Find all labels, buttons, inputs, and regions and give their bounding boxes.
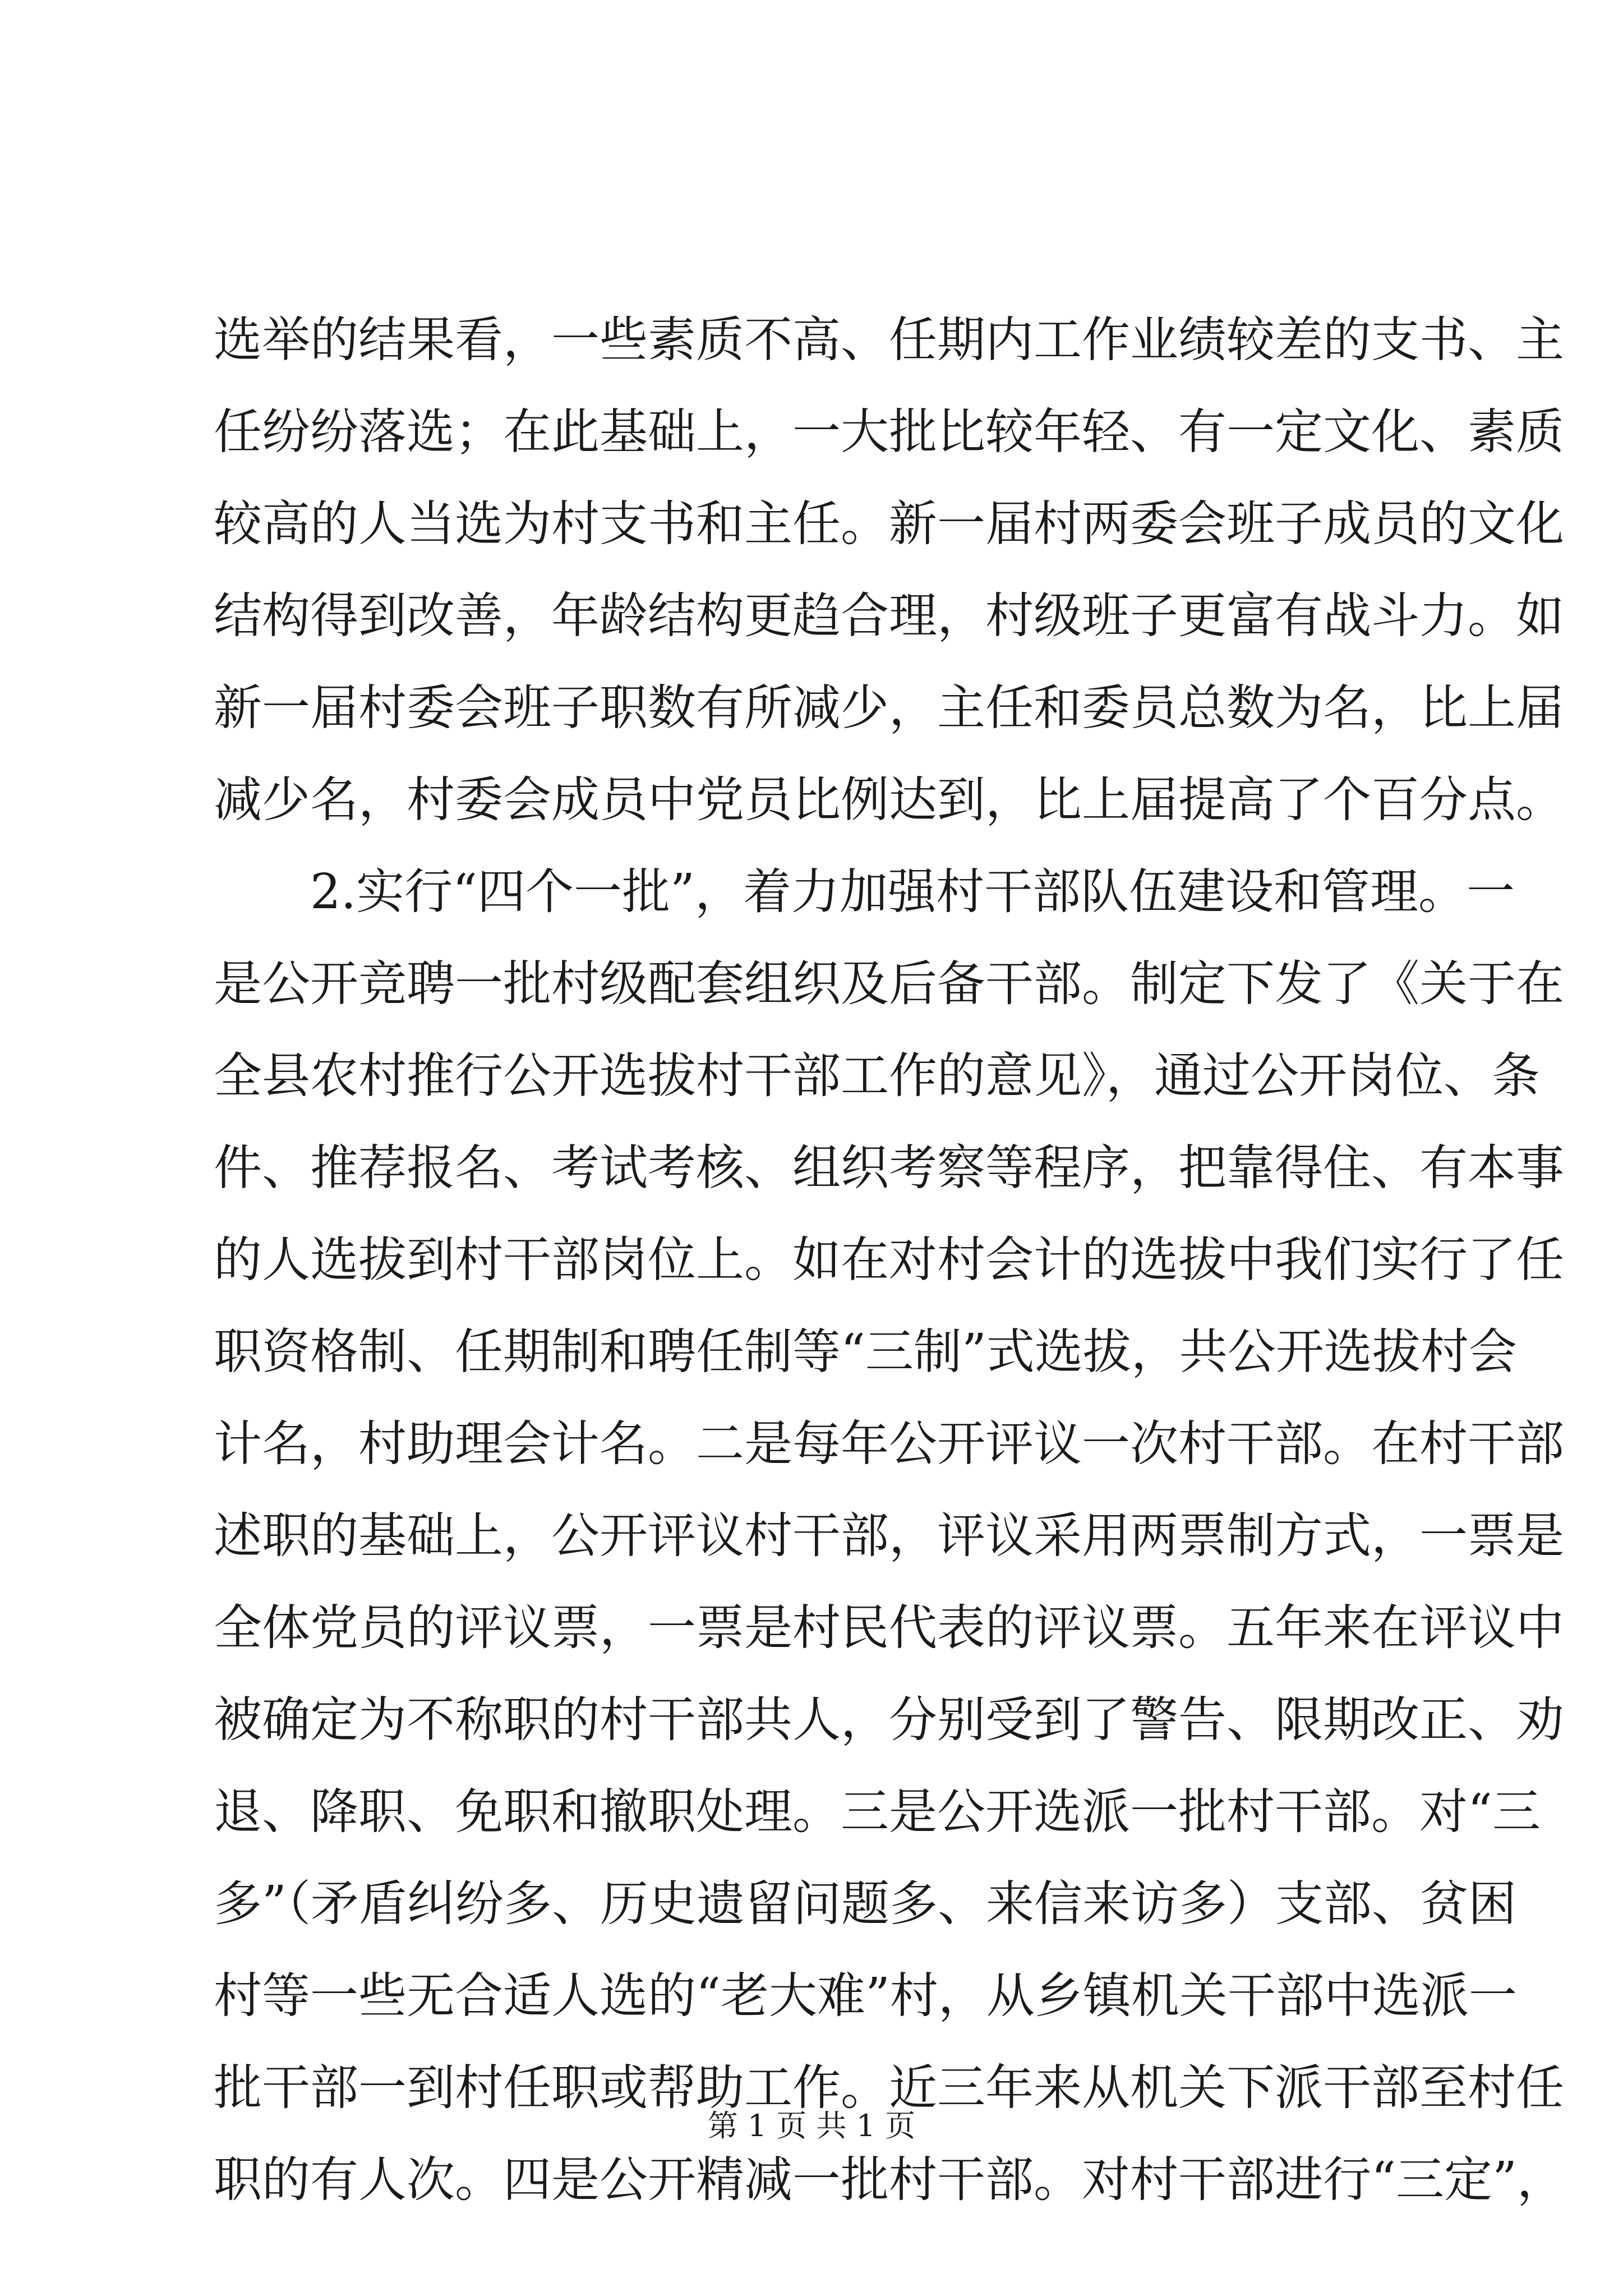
text-line: 较高的人当选为村支书和主任。新一届村两委会班子成员的文化: [214, 496, 1564, 552]
text-line: 全体党员的评议票，一票是村民代表的评议票。五年来在评议中: [214, 1600, 1564, 1656]
text-line: 任纷纷落选；在此基础上，一大批比较年轻、有一定文化、素质: [214, 404, 1564, 460]
paragraph-start-line: 2.实行“四个一批”，着力加强村干部队伍建设和管理。一: [310, 864, 1515, 920]
text-line: 职的有人次。四是公开精减一批村干部。对村干部进行“三定”，: [214, 2152, 1565, 2208]
text-line: 件、推荐报名、考试考核、组织考察等程序，把靠得住、有本事: [214, 1140, 1564, 1196]
text-line: 村等一些无合适人选的“老大难”村，从乡镇机关干部中选派一: [214, 1968, 1517, 2024]
page-footer: [0, 2106, 1623, 2146]
text-line: 选举的结果看，一些素质不高、任期内工作业绩较差的支书、主: [214, 312, 1564, 368]
text-line: 批干部一到村任职或帮助工作。近三年来从机关下派干部至村任: [214, 2060, 1564, 2116]
text-line: 新一届村委会班子职数有所减少，主任和委员总数为名，比上届: [214, 680, 1564, 736]
text-line: 退、降职、免职和撤职处理。三是公开选派一批村干部。对“三: [214, 1784, 1541, 1840]
text-line: 多”（矛盾纠纷多、历史遗留问题多、来信来访多）支部、贫困: [214, 1876, 1516, 1932]
text-line: 述职的基础上，公开评议村干部，评议采用两票制方式，一票是: [214, 1508, 1564, 1564]
text-line: 计名，村助理会计名。二是每年公开评议一次村干部。在村干部: [214, 1416, 1564, 1472]
text-line: 是公开竞聘一批村级配套组织及后备干部。制定下发了《关于在: [214, 956, 1564, 1012]
text-line: 被确定为不称职的村干部共人，分别受到了警告、限期改正、劝: [214, 1692, 1564, 1748]
text-line: 全县农村推行公开选拔村干部工作的意见》，通过公开岗位、条: [214, 1048, 1540, 1104]
text-line: 结构得到改善，年龄结构更趋合理，村级班子更富有战斗力。如: [214, 588, 1564, 644]
body-text: [214, 294, 1565, 2226]
text-line: 职资格制、任期制和聘任制等“三制”式选拔，共公开选拔村会: [214, 1324, 1517, 1380]
text-line: 的人选拔到村干部岗位上。如在对村会计的选拔中我们实行了任: [214, 1232, 1564, 1288]
text-line: 减少名，村委会成员中党员比例达到，比上届提高了个百分点。: [214, 772, 1564, 828]
page-number: 第 1 页 共 1 页: [707, 2108, 916, 2143]
